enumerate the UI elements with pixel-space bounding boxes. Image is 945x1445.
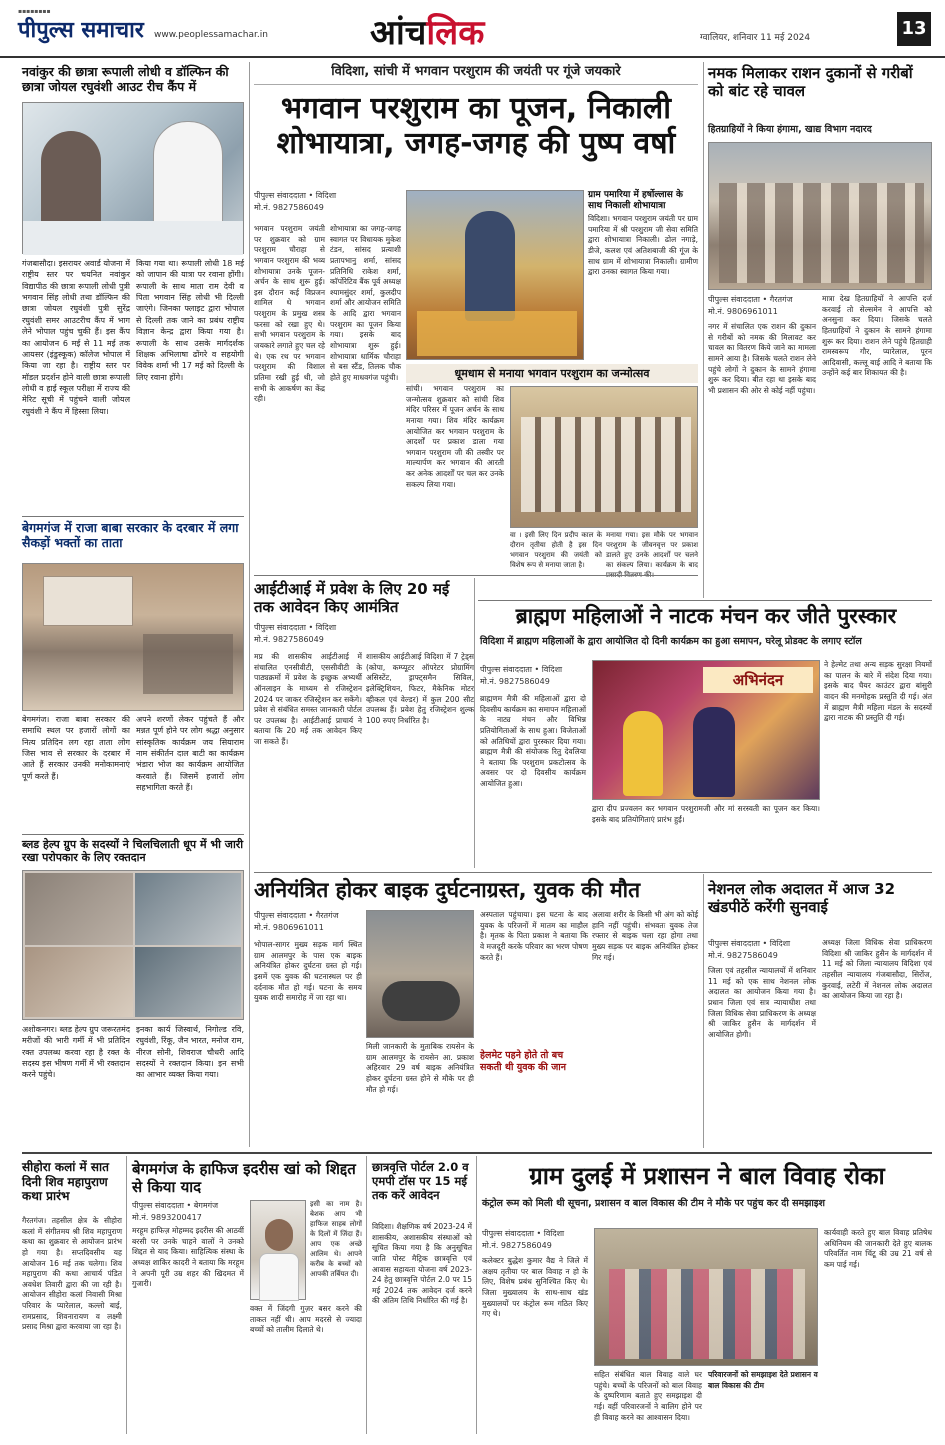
article-left2-body: अपने शरणों लेकर पहुंचते हैं और मन्नत पूर्ण होने पर लोग श्रद्धा अनुसार सांस्कृतिक कार्यक्रम जय सियाराम नाम संकीर्तन दाल बाटी का कार्यक्रम भंडारा भोज का कार्यक्रम आयोजित करवाते हैं। जिसमें हजारों लोग सहभागिता करते हैं। bbox=[136, 715, 244, 793]
article-accident-mobile: मो.नं. 9806961011 bbox=[254, 923, 324, 932]
article-namak-byline bbox=[708, 294, 818, 318]
blood-donation-photo bbox=[22, 870, 244, 1020]
pic-caption-body: विदिशा। भगवान परशुराम जयंती पर ग्राम पमारिया में श्री परशुराम जी सेवा समिति द्वारा शोभायात्रा निकाली। ढोल नगाड़े, डीजे, कलश एवं अतिशबाजी की गूंज के साथ ग्राम में शोभायात्रा निकाली। ग्रामीण द्वारा उनका स्वागत किया गया। bbox=[588, 213, 698, 277]
article-accident-byline bbox=[254, 910, 374, 934]
article-lok-byline bbox=[708, 938, 818, 962]
article-hafiz-byline bbox=[132, 1200, 252, 1224]
column-rule bbox=[126, 1156, 127, 1434]
article-child-headline: ग्राम दुलई में प्रशासन ने बाल विवाह रोका bbox=[529, 1162, 885, 1190]
article-brahman-caption: द्वारा दीप प्रज्वलन कर भगवान परशुरामजी और मां सरस्वती का पूजन कर किया। इसके बाद प्रतियोगिताएं प्रारंभ हुईं। bbox=[592, 804, 820, 824]
article-hafiz-headline: बेगमगंज के हाफिज इदरीस खां को शिद्दत से किया याद bbox=[132, 1160, 356, 1197]
article-main-mobile: मो.नं. 9827586049 bbox=[254, 203, 324, 212]
page-number: 13 bbox=[897, 12, 931, 46]
article-left1-headline: नवांकुर की छात्रा रूपाली लोधी व डॉल्फिन की छात्रा जोयल रघुवंशी आउट रीच कैंप में bbox=[22, 64, 229, 95]
article-brahman-body-col1: ब्राह्मणम मैत्री की महिलाओं द्वारा दो दिवसीय कार्यक्रम का समापन महिलाओं के नाट्य मंचन और विभिन्न प्रतियोगिताओं के साथ हुआ। विजेताओं को अतिथियों द्वारा पुरस्कार दिया गया। ब्राह्मण मैत्री की संयोजक रितु देवलिया ने बताया कि परशुराम प्रकटोत्सव के अवसर पर दो दिवसीय कार्यक्रम आयोजित हुआ। bbox=[480, 694, 587, 789]
article-namak-body-col2: मात्रा देख हितग्राहियों ने आपत्ति दर्ज करवाई तो सेल्समेन ने आपत्ति को अनसुना कर दिया। जिसके चलते हितग्राहियों ने दुकान के सामने हंगामा शुरू कर दिया। राशन लेने पहुंचे हितग्राही रामस्वरूप गौर, प्यारेलाल, पूरन आदिवासी, कल्लू बाई आदि ने बताया कि उन्होंने कई बार शिकायत की है। bbox=[822, 294, 932, 378]
article-left2-caption: बेगमगंज। राजा बाबा सरकार की समाधि स्थल पर हजारों लोगों का नित्य प्रतिदिन लग रहा ताता लोग जिस भाव से सरकार के दरबार में आते हैं सरकार उनकी मनोकामनाएं पूर्ण करते हैं। bbox=[22, 715, 130, 781]
article-accident-body-col2: मिली जानकारी के मुताबिक रायसेन के ग्राम आलमपुर के रायसेन आ. प्रकाश अहिरवार 29 वर्ष बाइक अनियंत्रित होकर दुर्घटना ग्रस्त होने से मौके पर ही मौत हो गई। bbox=[366, 1042, 474, 1094]
article-hafiz-byline-name: पीपुल्स संवाददाता • बेगमगंज bbox=[132, 1201, 219, 1210]
article-accident-body-col1: भोपाल-सागर मुख्य सड़क मार्ग स्थित ग्राम आलमपुर के पास एक बाइक अनियंत्रित होकर दुर्घटना ग्रस्त हो गई। इसमें एक युवक की घटनास्थल पर ही दर्दनाक मौत हो गई। घटना के समय युवक शादी समारोह में जा रहा था। bbox=[254, 940, 362, 1003]
article-brahman-kicker: विदिशा में ब्राह्मण महिलाओं के द्वारा आयोजित दो दिनी कार्यक्रम का हुआ समापन, घरेलू प्रोडक्ट के लगाए स्टॉल bbox=[480, 636, 862, 647]
article-left2-headline: बेगमगंज में राजा बाबा सरकार के दरबार में लगा सैकड़ों भक्तों का ताता bbox=[22, 520, 239, 551]
section-title-suffix: लिक bbox=[426, 13, 485, 53]
section-title-prefix: आंच bbox=[370, 13, 427, 53]
divider bbox=[22, 834, 244, 835]
article-lok-body-col1: जिला एवं तहसील न्यायालयों में शनिवार 11 मई को एक साथ नेशनल लोक अदालत का आयोजन किया गया है। प्रधान जिला एवं सत्र न्यायाधीश तथा जिला विधिक सेवा प्राधिकरण के अध्यक्ष श्री जाकिर हुसैन के मार्गदर्शन में आयोजित होगी। bbox=[708, 966, 816, 1039]
article-namak-kicker: हितग्राहियों ने किया हंगामा, खाद्य विभाग नदारद bbox=[708, 124, 872, 135]
article-main-headline bbox=[254, 92, 698, 161]
article-child-body-col2: सहित संबंधित बाल विवाह वाले घर पहुंचे। बच्चों के परिजनों को बाल विवाह के दुष्परिणाम बताते हुए समझाइश दी गई। वहीं परिवारजनों ने बालिग होने पर ही विवाह करने का आश्वासन दिया। bbox=[594, 1370, 702, 1422]
divider bbox=[478, 600, 932, 601]
portrait-body bbox=[259, 1253, 299, 1301]
article-lok-headline: नेशनल लोक अदालत में आज 32 खंडपीठें करेंगी सुनवाई bbox=[708, 880, 896, 917]
article-main-byline bbox=[254, 190, 404, 214]
column-rule bbox=[366, 1156, 367, 1434]
article-accident-subhead: हेलमेट पहने होते तो बच सकती थी युवक की जान bbox=[480, 1050, 566, 1073]
article-brahman-byline-name: पीपुल्स संवाददाता • विदिशा bbox=[480, 665, 563, 674]
article-brahman-body-col2: ने हेल्मेट तथा अन्य सड़क सुरक्षा नियमों का पालन के बारे में संदेश दिया गया। इसके बाद चैयर काउंटर द्वारा बांसुरी वादन की मनमोहक प्रस्तुति दी गई। अंत में ब्राह्मण मैत्री महिला मंडल के सदस्यों द्वारा नाटक की प्रस्तुति दी गई। bbox=[824, 660, 932, 723]
crowd bbox=[143, 634, 233, 694]
chariot bbox=[417, 311, 577, 356]
article-main-headline-line2: शोभायात्रा, जगह-जगह की पुष्प वर्षा bbox=[276, 125, 676, 161]
article-child-caption: परिवारजनों को समझाइश देते प्रशासन व बाल विकास की टीम bbox=[708, 1370, 818, 1390]
article-main-subhead: धूमधाम से मनाया भगवान परशुराम का जन्मोत्सव bbox=[406, 364, 698, 383]
accident-scene-photo bbox=[366, 910, 474, 1038]
article-left3-body: इनका कार्य जिस्वार्थ, निगोल्ड रवि, रघुवंशी, रिंकू, जैन भारत, मनोज राम, नीरज सोनी, शिवराज चौधरी आदि सदस्यों ने रक्तदान किया। इन सभी का आभार व्यक्त किया गया। bbox=[136, 1025, 244, 1080]
article-left3-headline: ब्लड हेल्प ग्रुप के सदस्यों ने चिलचिलाती धूप में भी जारी रखा परोपकार के लिए रक्तदान bbox=[22, 838, 244, 865]
article-iti-body-col2: शासकीय आईटीआई विदिशा में 7 ट्रेड्स (कोपा, कम्प्यूटर ऑपरेटर प्रोग्रामिंग असिस्टेंट, ड्राफ्ट्समैन सिविल, इलेक्ट्रिशियन, फिटर, मैकेनिक मोटर व्हीकल एवं वेल्डर) में कुल 200 सीट उपलब्ध हैं। प्रवेश हेतु रजिस्ट्रेशन शुल्क 100 रुपए निर्धारित है। bbox=[366, 652, 474, 725]
article-scholar-body: विदिशा। शैक्षणिक वर्ष 2023-24 में शासकीय, अशासकीय संस्थाओं को सूचित किया गया है कि अनुसूचित जाति पोस्ट मैट्रिक छात्रवृत्ति एवं आवास सहायता योजना वर्ष 2023-24 हेतु छात्रवृत्ति पोर्टल 2.0 पर 15 मई 2024 तक आवेदन दर्ज करने की अंतिम तिथि निर्धारित की गई है। bbox=[372, 1222, 472, 1306]
article-iti-byline-name: पीपुल्स संवाददाता • विदिशा bbox=[254, 623, 337, 632]
section-title bbox=[370, 8, 484, 54]
group-of-people bbox=[521, 417, 691, 512]
article-left3-caption: अशोकनगर। ब्लड हेल्प ग्रुप जरूरतमंद मरीजों की भारी गर्मी में भी प्रतिदिन रक्त उपलब्ध करवा रहा है रक्त के सदस्य इस भीषण गर्मी में भी रक्तदान करने पहुंचे। bbox=[22, 1025, 130, 1080]
site-url: www.peoplessamachar.in bbox=[154, 30, 268, 40]
article-iti-mobile: मो.नं. 9827586049 bbox=[254, 635, 324, 644]
article-left1-body-col2: किया गया था। रूपाली लोधी 18 मई को जापान की यात्रा पर रवाना होंगी। रूपाली के साथ माता राम देवी व पिता भगवान सिंह लोधी भी दिल्ली जाएंगे। जिनका फ्लाइट द्वारा भोपाल से दिल्ली तक जाने का प्रबंध राष्ट्रीय विज्ञान केन्द्र द्वारा किया गया है। रूपाली के साथ उसके मार्गदर्शक शिक्षक अभिलाषा ढोंगरे व सहयोगी विवेक शर्मा भी 17 मई को दिल्ली के लिए रवाना होंगे। bbox=[136, 259, 244, 382]
article-sihora-headline: सीहोरा कलां में सात दिनी शिव महापुराण कथा प्रारंभ bbox=[22, 1160, 109, 1204]
portrait-face bbox=[265, 1219, 293, 1251]
article-main-headline-line1: भगवान परशुराम का पूजन, निकाली bbox=[280, 91, 672, 126]
column-rule bbox=[474, 578, 475, 868]
photo-tile bbox=[135, 947, 241, 1017]
article-sihora-body: गैरतगंज। तहसील क्षेत्र के सीहोरा कलां में संगीतमय श्री शिव महापुराण कथा का शुक्रवार से आयोजन प्रारंभ हो गया है। सप्तदिवसीय यह आयोजन 16 मई तक चलेगा। शिव महापुराण की कथा आचार्य पंडित अवधेश तिवारी द्वारा की जा रही है। आयोजन सीहोरा कलां निवासी मिश्रा परिवार के प्यारेलाल, कल्लो बाई, रामप्रसाद, शिवनारायण व लक्ष्मी प्रसाद मिश्रा द्वारा करवाया जा रहा है। bbox=[22, 1216, 122, 1332]
brand-tagline: ▪▪▪▪▪▪▪▪ bbox=[18, 8, 51, 15]
article-namak-byline-name: पीपुल्स संवाददाता • गैरतगंज bbox=[708, 295, 793, 304]
divider bbox=[22, 516, 244, 517]
article-namak-mobile: मो.नं. 9806961011 bbox=[708, 307, 778, 316]
dateline: ग्वालियर, शनिवार 11 मई 2024 bbox=[700, 33, 811, 43]
article-main-sub-body: सांची। भगवान परशुराम का जन्मोत्सव शुक्रवार को सांची शिव मंदिर परिसर में पूजन अर्चन के साथ मनाया गया। शिव मंदिर कार्यक्रम आयोजित कर भगवान परशुराम के आदर्शों पर प्रकाश डाला गया भगवान परशुराम जी की तस्वीर पर माल्यार्पण कर भगवान की आरती कर अनेक आदर्शों पर चल कर उनके सकल्प लिया गया। bbox=[406, 384, 504, 489]
lab-bench bbox=[23, 221, 243, 255]
article-hafiz-mobile: मो.नं. 9893200417 bbox=[132, 1213, 202, 1222]
article-iti-body-col1: मप्र की शासकीय आईटीआई में संचालित एनसीवीटी, एससीवीटी के पाठ्यक्रमों में प्रवेश के इच्छुक अभ्यर्थी ऑनलाइन के माध्यम से रजिस्ट्रेशन 2024 पर जाकर रजिस्ट्रेशन कर सकेंगे। प्रवेश से संबंधित समस्त जानकारी पोर्टल पर उपलब्ध है। आईटीआई प्राचार्य ने बताया कि 20 मई तक आवेदन किए जा सकते हैं। bbox=[254, 652, 362, 747]
photo-tile bbox=[25, 947, 133, 1017]
article-left1-body-col1: गंजबासौदा। इसरायर अवार्ड योजना में राष्ट्रीय स्तर पर चयनित नवांकुर विद्यापीठ की छात्रा रूपाली लोधी पुत्री भगवान सिंह लोधी तथा डॉल्फिन की छात्रा जोयल रघुवंशी पुत्री सुरेंद्र रघुवंशी समर आउटरीच कैंप में भाग लेने भोपाल पहुंच चुकी हैं। इस कैंप का आयोजन 6 मई से 11 मई तक आयसर (इंडुस्कूक) कॉलेज भोपाल में किया जा रहा है। राष्ट्रीय स्तर पर मॉडल प्रदर्शन होने वाली छात्रा रूपाली लोधी व हाई स्कूल परीक्षा में राज्य की मेरिट सूची में पहुंचने वाली जोयल रघुवंशी ने कैंप में हिस्सा लिया। bbox=[22, 259, 130, 416]
article-namak-headline: नमक मिलाकर राशन दुकानों से गरीबों को बांट रहे चावल bbox=[708, 64, 913, 101]
article-child-byline-name: पीपुल्स संवाददाता • विदिशा bbox=[482, 1229, 565, 1238]
article-iti-headline: आईटीआई में प्रवेश के लिए 20 मई तक आवेदन किए आमंत्रित bbox=[254, 580, 450, 617]
article-child-kicker: कंट्रोल रूम को मिली थी सूचना, प्रशासन व बाल विकास की टीम ने मौके पर पहुंच कर दी समझाइश bbox=[482, 1198, 825, 1209]
brand-logo: पीपुल्स समाचार bbox=[18, 18, 144, 43]
article-namak-body-col1: नगर में संचालित एक राशन की दुकान से गरीबों को नमक की मिलावट कर चावल का वितरण किये जाने का मामला सामने आया है। जिसके चलते राशन लेने पहुंचे लोगों ने दुकान के सामने हंगामा शुरू कर दिया। बीत रहा था इसके बाद भी प्रशासन की ओर से कोई नहीं पहुंचा। bbox=[708, 322, 816, 395]
article-hafiz-body-col1: मरहूम हाफिज़ मोहम्मद इदरीस की आठवीं बरसी पर उनके चाहने वालों ने उनको शिद्दत से याद किया। साहित्यिक संस्था के अध्यक्ष शाकिर कादरी ने बताया कि मरहूम ने अपनी पूरी उम्र शहर की खिदमत में गुजारी। bbox=[132, 1226, 244, 1289]
ration-shop-photo bbox=[708, 142, 932, 290]
performer bbox=[623, 711, 663, 796]
column-rule bbox=[249, 62, 250, 1147]
villagers bbox=[609, 1269, 805, 1359]
column-rule bbox=[703, 874, 704, 1148]
article-main-byline-name: पीपुल्स संवाददाता • विदिशा bbox=[254, 191, 337, 200]
pic-caption-head: ग्राम पमारिया में हर्षोल्लास के साथ निकाली शोभायात्रा bbox=[588, 190, 683, 211]
crowd bbox=[719, 183, 924, 283]
article-main-body-col2: शोभायात्रा का जगह-जगह स्वागत पर विधायक मुकेश टंडन, सांसद प्रत्याशी प्रतापभानु शर्मा, सांसद प्रतिनिधि राकेश शर्मा, कॉर्पोरेटिव बैंक पूर्व अध्यक्ष श्यामसुंदर शर्मा, कुलदीप शर्मा और आयोजन समिति के आदि द्वारा भगवान परशुराम का पूजन किया गया। इसके बाद शोभायात्रा शुरू हुई। शोभायात्रा धार्मिक चौराहा से बस स्टैंड, तिलक चौक होते हुए माधवगंज पहुंची। bbox=[330, 224, 401, 382]
darbar-photo bbox=[22, 563, 244, 711]
article-child-body-col3: कार्यवाही करते हुए बाल विवाह प्रतिषेध अधिनियम की जानकारी देते हुए बालक परिवर्तित नाम चिंटू की उम्र 21 वर्ष से कम पाई गई। bbox=[824, 1228, 932, 1269]
lab-photo bbox=[22, 102, 244, 254]
article-child-body-col1: कलेक्टर बुद्धेश कुमार वैद्य ने जिले में अक्षय तृतीया पर बाल विवाह न हो के लिए, विशेष प्रबंध सुनिश्चित किए थे। जिला मुख्यालय के साथ-साथ खंड मुख्यालयों पर कंट्रोल रूम गठित किए गए थे। bbox=[482, 1256, 588, 1319]
article-main-kicker: विदिशा, सांची में भगवान परशुराम की जयंती पर गूंजे जयकारे bbox=[254, 64, 698, 85]
photo-tile bbox=[25, 873, 133, 945]
article-main-body-col1: भगवान परशुराम जयंती पर शुक्रवार को ग्राम परशुराम चौराहा से भगवान परशुराम की भव्य शोभायात्रा उनके पूजन-अर्चन के साथ शुरू हुई। इस दौरान कई विप्रजन शामिल थे भगवान परशुराम के प्रमुख शस्त्र फरसा को रखा हुए थे। सभी भगवान परशुराम के जयकारे लगाते हुए चल रहे थे। एक रथ पर भगवान परशुराम की विशाल प्रतिमा रखी हुई थी, जो सभी के आकर्षण का केंद्र रही। bbox=[254, 224, 325, 404]
column-rule bbox=[476, 1156, 477, 1434]
article-hafiz-body-col3: वक्त में जिंदगी गुज़र बसर करने की ताकत नहीं थी। आप मदरसे से ज्यादा बच्चों को तालीम दिलाते थे। bbox=[250, 1304, 362, 1335]
column-rule bbox=[703, 62, 704, 598]
article-brahman-headline: ब्राह्मण महिलाओं ने नाटक मंचन कर जीते पुरस्कार bbox=[515, 604, 897, 628]
article-scholar-headline: छात्रवृत्ति पोर्टल 2.0 व एमपी टॉस पर 15 मई तक करें आवेदन bbox=[372, 1160, 469, 1203]
divider bbox=[254, 575, 698, 576]
article-accident-body-col4: अलावा शरीर के किसी भी अंग को कोई हानि नहीं पहुंची। संभवतः युवक तेज रफ्तार से बाइक चला रहा होगा तथा मुख्य सड़क पर बाइक अनियंत्रित होकर गिर गई। bbox=[592, 910, 698, 962]
article-brahman-mobile: मो.नं. 9827586049 bbox=[480, 677, 550, 686]
article-main-sub-caption1: वा । इसी लिए दिन प्रदीप काल के दौरान तृतीया होती है इस दिन भगवान परशुराम की जयंती को विशेष रूप से मनाया जाता है। bbox=[510, 531, 602, 569]
article-child-mobile: मो.नं. 9827586049 bbox=[482, 1241, 552, 1250]
divider bbox=[254, 872, 932, 873]
article-hafiz-body-col2: इसी का नाम है। बेशक आप भी हाफिज साहब लोगों के दिलों में जिंदा हैं। आप एक अच्छे आलिम थे। आपने करीब के बच्चों को आपकी तर्बियत दी। bbox=[310, 1200, 362, 1278]
photo-tile bbox=[135, 873, 241, 945]
article-lok-mobile: मो.नं. 9827586049 bbox=[708, 951, 778, 960]
article-lok-body-col2: अध्यक्ष जिला विधिक सेवा प्राधिकरण विदिशा श्री जाकिर हुसैन के मार्गदर्शन में 11 मई को जिला न्यायालय विदिशा एवं तहसील न्यायालय गंजबासौदा, सिरोंज, कुरवाई, लटेरी में नेशनल लोक अदालत का आयोजन किया जा रहा है। bbox=[822, 938, 932, 1001]
stage-banner: अभिनंदन bbox=[703, 667, 813, 693]
article-lok-byline-name: पीपुल्स संवाददाता • विदिशा bbox=[708, 939, 791, 948]
performer bbox=[693, 707, 735, 797]
masthead bbox=[0, 0, 945, 58]
deity-statue bbox=[465, 211, 515, 321]
shrine-structure bbox=[43, 576, 133, 626]
divider bbox=[22, 1152, 932, 1154]
pic-caption-box bbox=[588, 190, 698, 360]
parashuram-procession-photo bbox=[406, 190, 584, 360]
child-marriage-photo bbox=[594, 1228, 818, 1366]
article-accident-body-col3: अस्पताल पहुंचाया। इस घटना के बाद युवक के परिजनों में मातम का माहौल है। मृतक के पिता प्रकाश ने बताया कि वे मजदूरी करके परिवार का भरण पोषण करते हैं। bbox=[480, 910, 588, 962]
article-accident-headline: अनियंत्रित होकर बाइक दुर्घटनाग्रस्त, युवक की मौत bbox=[254, 878, 641, 902]
article-iti-byline bbox=[254, 622, 469, 646]
hafiz-portrait bbox=[250, 1200, 306, 1300]
sanchi-event-photo bbox=[510, 386, 698, 528]
article-main-sub-caption2: मनाया गया। इस मौके पर भगवान परशुराम के जीवनवृत्त पर प्रकाश डालते हुए उनके आदर्शों पर चलने का संकल्प लिया। कार्यक्रम के बाद bbox=[606, 531, 698, 569]
article-child-byline bbox=[482, 1228, 592, 1252]
article-brahman-byline bbox=[480, 664, 600, 688]
article-accident-byline-name: पीपुल्स संवाददाता • गैरतगंज bbox=[254, 911, 339, 920]
bike bbox=[382, 981, 460, 1021]
drama-performance-photo bbox=[592, 660, 820, 800]
